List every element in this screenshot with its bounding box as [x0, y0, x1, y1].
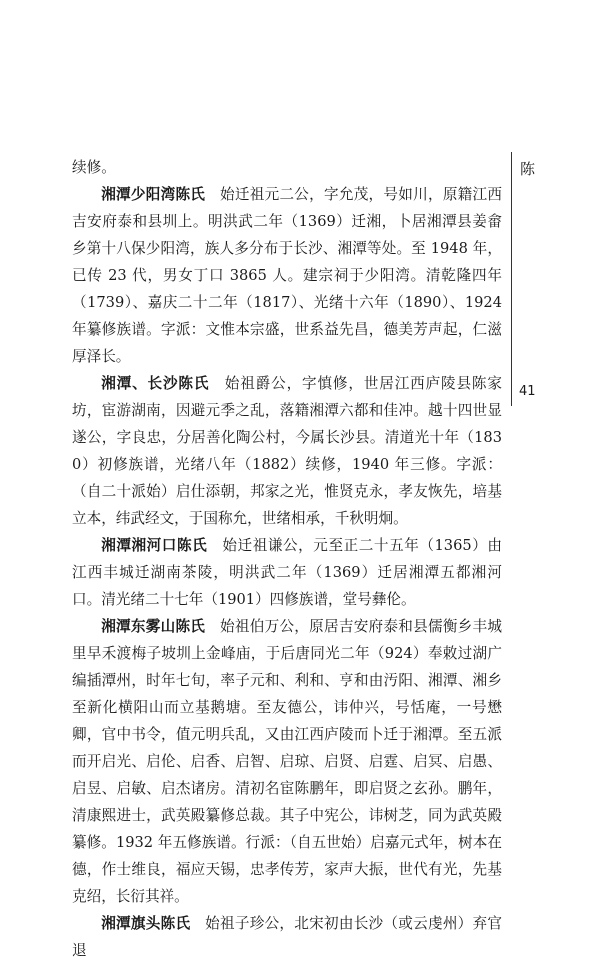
section-side-header: 陈: [520, 160, 536, 178]
entry-heading: 湘潭少阳湾陈氏: [101, 186, 206, 203]
page-number: 41: [519, 384, 536, 399]
margin-rule-lower: [511, 388, 512, 406]
margin-rule: [511, 152, 512, 392]
paragraph-4: [72, 613, 502, 910]
entry-heading: 湘潭东雾山陈氏: [101, 618, 206, 635]
entry-body: 始迁祖谦公，元至正二十五年（1365）由江西丰城迁湖南茶陵，明洪武二年（1369）迁居湘潭五都湘河口。清光绪二十七年（1901）四修族谱，堂号彝伦。: [72, 537, 502, 608]
body-text: [72, 154, 502, 964]
paragraph-3: [72, 532, 502, 613]
paragraph-1: [72, 181, 502, 370]
entry-heading: 湘潭、长沙陈氏: [101, 375, 210, 392]
entry-body: 始祖伯万公，原居吉安府泰和县儒衡乡丰城里早禾渡梅子坡圳上金峰庙，于后唐同光二年（924）奉敕过湖广编插潭州，时年七旬，率子元和、利和、亨和由汚阳、湘潭、湘乡至新化横阳山而立基鹅塘。至友德公，讳仲兴，号恬庵，一号懋卿，官中书令，值元明兵乱，又由江西庐陵而卜迁于湘潭。至五派而开启光、启伦、启香、启智、启琼、启贤、启霆、启冥、启愚、启昱、启敏、启杰诸房。清初名宦陈鹏年，即启贤之玄孙。鹏年，清康熙进士，武英殿纂修总裁。其子中宪公，讳树芝，同为武英殿纂修。1932 年五修族谱。行派：（自五世始）启嘉元式年，树本在德，作士维良，福应天锡，忠孝传芳，家声大振，世代有光，先基克绍，长衍其祥。: [72, 618, 502, 905]
paragraph-2: [72, 370, 502, 532]
entry-body: 始迁祖元二公，字允茂，号如川，原籍江西吉安府泰和县圳上。明洪武二年（1369）迁湘，卜居湘潭县姜畲乡第十八保少阳湾，族人多分布于长沙、湘潭等处。至 1948 年，已传 23 代，男女丁口 3865 人。建宗祠于少阳湾。清乾隆四年（1739）、嘉庆二十二年（1817）、光绪十六年（1890）、1924 年纂修族谱。字派：文惟本宗盛，世系益先昌，德美芳声起，仁滋厚泽长。: [72, 186, 502, 365]
paragraph-0: 续修。: [72, 159, 116, 176]
entry-body: 始祖子珍公，北宋初由长沙（或云虔州）弃官退: [72, 915, 502, 959]
entry-body: 始祖爵公，字慎修，世居江西庐陵县陈家坊，宦游湖南，因避元季之乱，落籍湘潭六都和佳冲。越十四世显遂公，字良忠，分居善化陶公村，今属长沙县。清道光十年（1830）初修族谱，光绪八年（1882）续修，1940 年三修。字派：（自二十派始）启仕添朝，邦家之光，惟贤克永，孝友恢先，培基立本，纬武经文，于国称允，世绪相承，千秋明炯。: [72, 375, 502, 527]
paragraph-5: [72, 910, 502, 964]
entry-heading: 湘潭旗头陈氏: [101, 915, 191, 932]
entry-heading: 湘潭湘河口陈氏: [101, 537, 208, 554]
